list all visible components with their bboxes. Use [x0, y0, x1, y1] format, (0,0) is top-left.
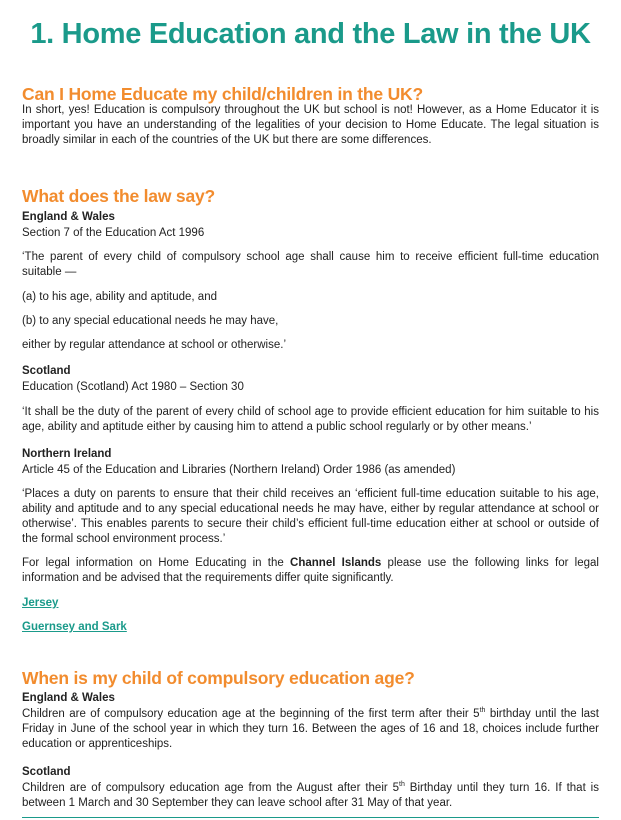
scotland-law-quote: ‘It shall be the duty of the parent of every child of school age to provide efficient education for him suitable to his age, ability and aptitude either by causing him to attend a public school regularly or by other means.’ [22, 406, 599, 433]
channel-islands-text-pre: For legal information on Home Educating in the [22, 557, 291, 569]
age-england-wales-label: England & Wales [22, 692, 115, 704]
england-clause-closing: either by regular attendance at school or otherwise.’ [22, 339, 287, 351]
channel-islands-paragraph [22, 556, 599, 586]
age-england-text-post: birthday until the last Friday in June of the school year in which they turn 16. Between the ages of 16 and 18, choices include further education or apprenticeships. [22, 708, 600, 750]
england-wales-label: England & Wales [22, 211, 115, 223]
scotland-act-reference: Education (Scotland) Act 1980 – Section 30 [22, 381, 244, 393]
channel-islands-text-post: please use the following links for legal information and be advised that the requirements differ quite significantly. [22, 557, 599, 584]
age-scotland-superscript: th [399, 781, 405, 789]
england-act-reference: Section 7 of the Education Act 1996 [22, 227, 205, 239]
page-title: 1. Home Education and the Law in the UK [30, 18, 591, 50]
guernsey-sark-link[interactable]: Guernsey and Sark [22, 621, 127, 633]
heading-what-does-the-law-say: What does the law say? [22, 186, 216, 206]
age-england-wales-paragraph [22, 707, 599, 752]
age-scotland-text-pre: Children are of compulsory education age from the August after their 5 [22, 782, 400, 794]
england-clause-b: (b) to any special educational needs he may have, [22, 315, 279, 327]
heading-can-i-home-educate: Can I Home Educate my child/children in the UK? [22, 84, 423, 104]
northern-ireland-act-reference: Article 45 of the Education and Libraries (Northern Ireland) Order 1986 (as amended) [22, 464, 456, 476]
england-law-quote: ‘The parent of every child of compulsory school age shall cause him to receive efficient full-time education suitable — [22, 251, 599, 278]
intro-paragraph: In short, yes! Education is compulsory throughout the UK but school is not! However, as a Home Educator it is important you have an understanding of the legalities of your decision to Home Educate. The legal situation is broadly similar in each of the countries of the UK but there are some differences. [22, 104, 599, 146]
england-clause-a: (a) to his age, ability and aptitude, and [22, 291, 217, 303]
age-england-superscript: th [479, 707, 486, 715]
northern-ireland-label: Northern Ireland [22, 448, 112, 460]
age-scotland-text-post: Birthday until they turn 16. If that is between 1 March and 30 September they can leave school after 31 May of that year. [22, 782, 599, 809]
scotland-label: Scotland [22, 365, 71, 377]
northern-ireland-law-quote: ‘Places a duty on parents to ensure that their child receives an ‘efficient full-time education suitable to his age, ability and aptitude and to any special educational needs he may have, either by regular attendance at school or otherwise’. This enables parents to secure their child’s efficient full-time education either at school or outside of the formal school environment process.’ [22, 488, 599, 545]
channel-islands-bold: Channel Islands [290, 557, 382, 569]
bottom-divider [22, 817, 599, 818]
age-scotland-paragraph [22, 781, 599, 811]
heading-compulsory-education-age: When is my child of compulsory education age? [22, 668, 415, 688]
jersey-link[interactable]: Jersey [22, 597, 59, 609]
age-england-text-pre: Children are of compulsory education age at the beginning of the first term after their 5 [22, 708, 480, 720]
age-scotland-label: Scotland [22, 766, 71, 778]
